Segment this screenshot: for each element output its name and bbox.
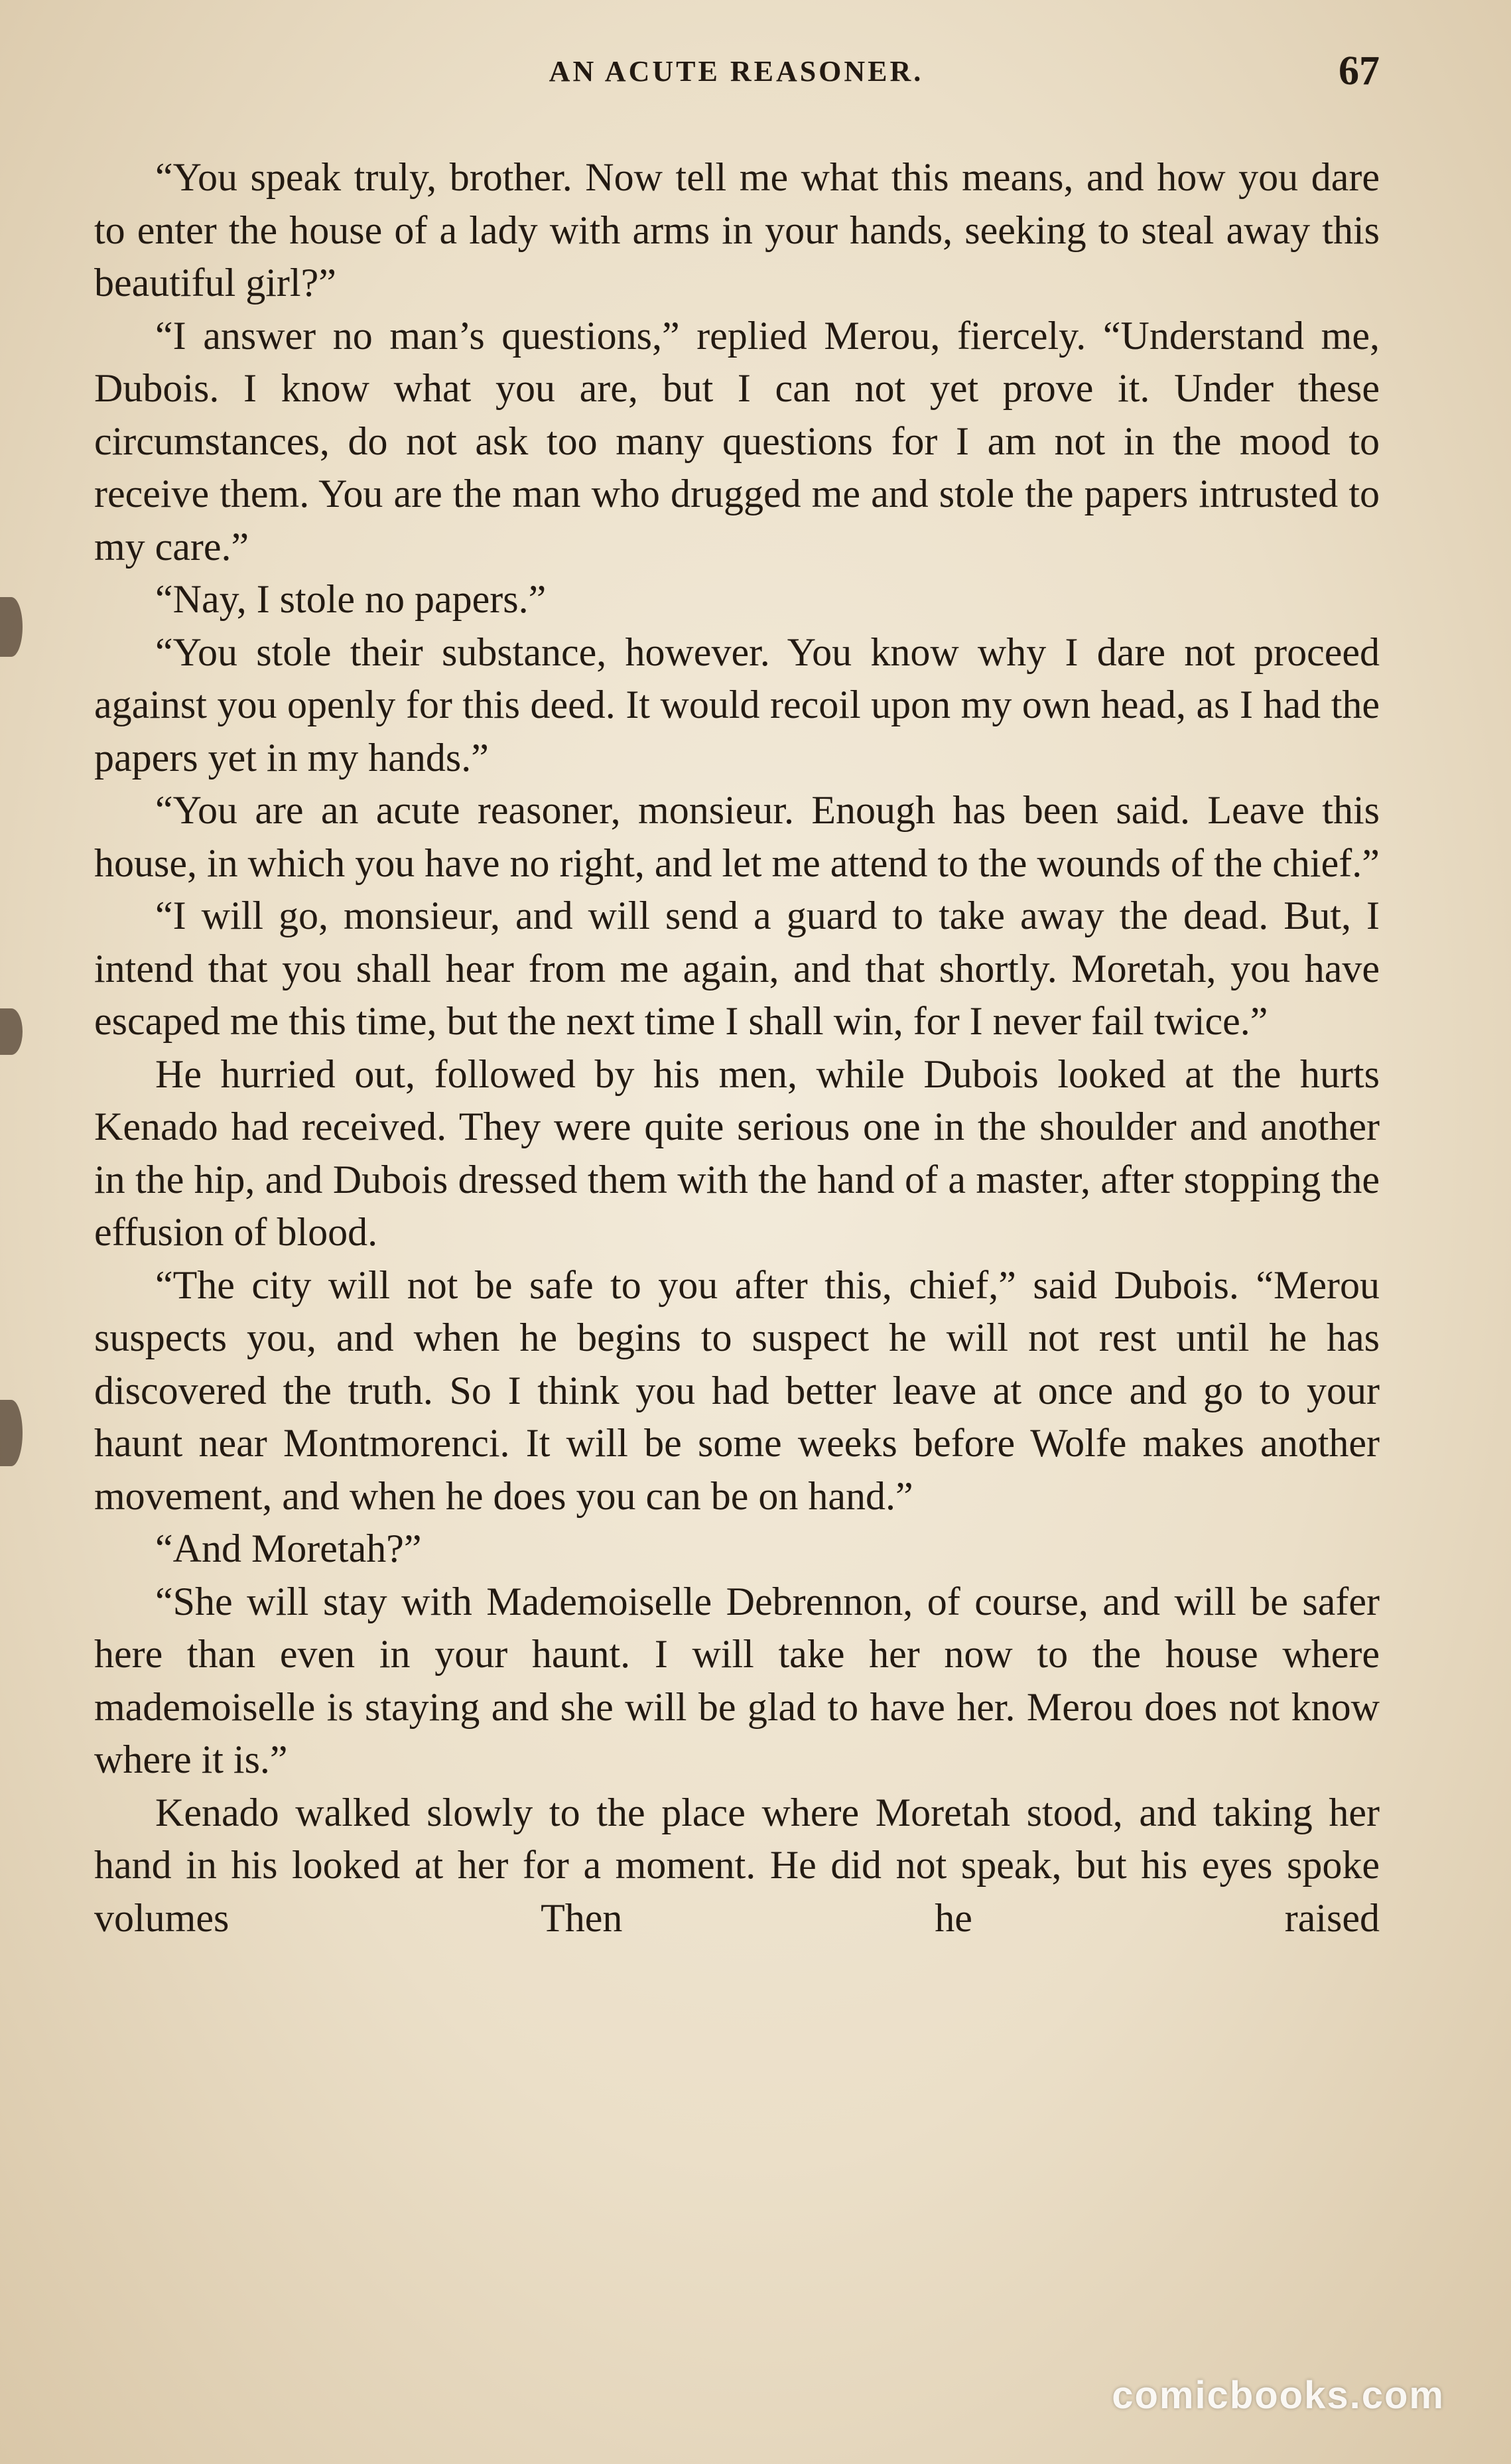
paragraph: “I will go, monsieur, and will send a guard to take away the dead. But, I intend that you shall hear from me again, and that shortly. Moretah, you have escaped me this time, but the next time I shall win, for I never fail twice.” <box>94 894 1380 1043</box>
paragraph: He hurried out, followed by his men, while Dubois looked at the hurts Kenado had received. They were quite serious one in the shoulder and another in the hip, and Dubois dressed them with the hand of a master, after stopping the effusion of blood. <box>94 1052 1380 1254</box>
body-text <box>94 151 1380 1945</box>
page-edge-wear <box>0 1008 23 1055</box>
paragraph: “And Moretah?” <box>155 1527 422 1570</box>
paragraph: “I answer no man’s questions,” replied Merou, fiercely. “Understand me, Dubois. I know what you are, but I can not yet prove it. Under these circumstances, do not ask too many questions for I am not in the mood to receive them. You are the man who drugged me and stole the papers intrusted to my care.” <box>94 313 1380 569</box>
paragraph: “The city will not be safe to you after this, chief,” said Dubois. “Merou suspects you, and when he begins to suspect he will not rest until he has discovered the truth. So I think you had better leave at once and go to your haunt near Montmorenci. It will be some weeks before Wolfe makes another movement, and when he does you can be on hand.” <box>94 1263 1380 1518</box>
page-header <box>93 48 1380 107</box>
page-edge-wear <box>0 597 23 657</box>
paragraph: “You are an acute reasoner, monsieur. Enough has been said. Leave this house, in which you have no right, and let me attend to the wounds of the chief.” <box>94 788 1380 885</box>
paragraph: “You speak truly, brother. Now tell me what this means, and how you dare to enter the house of a lady with arms in your hands, seeking to steal away this beautiful girl?” <box>94 155 1380 305</box>
paragraph: “You stole their substance, however. You know why I dare not proceed against you openly for this deed. It would recoil upon my own head, as I had the papers yet in my hands.” <box>94 630 1380 780</box>
paragraph: “She will stay with Mademoiselle Debrennon, of course, and will be safer here than even in your haunt. I will take her now to the house where mademoiselle is staying and she will be glad to have her. Merou does not know where it is.” <box>94 1579 1380 1781</box>
page-edge-wear <box>0 1400 23 1466</box>
page-number: 67 <box>1339 48 1380 94</box>
running-head: AN ACUTE REASONER. <box>549 55 924 88</box>
paragraph: Kenado walked slowly to the place where Moretah stood, and taking her hand in his looked at her for a moment. He did not speak, but his eyes spoke volumes Then he raised <box>94 1790 1380 1940</box>
paragraph: “Nay, I stole no papers.” <box>155 577 547 621</box>
watermark: comicbooks.com <box>1112 2374 1445 2417</box>
